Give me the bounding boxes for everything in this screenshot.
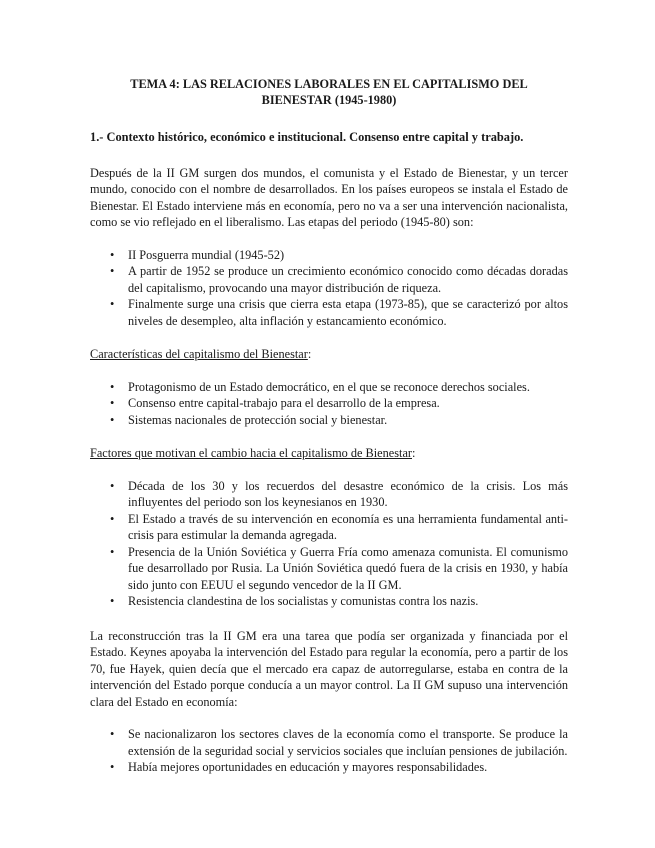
bullet-icon: •: [110, 379, 115, 394]
intro-paragraph: Después de la II GM surgen dos mundos, el comunista y el Estado de Bienestar, y un tercer mundo, conocido con el nombre de desarrollados. En los países europeos se instala el Estado de Bienestar. El Estado interviene más en economía, pero no va a ser una intervención nacionalista, como se vio reflejado en el liberalismo. Las etapas del periodo (1945-80) son:: [90, 165, 568, 229]
bullet-icon: •: [110, 544, 115, 559]
bullet-icon: •: [110, 511, 115, 526]
intervencion-list: [90, 726, 568, 776]
bullet-icon: •: [110, 396, 115, 410]
bullet-icon: •: [110, 264, 115, 278]
bullet-icon: •: [110, 297, 115, 311]
caracteristicas-subheading: Características del capitalismo del Bienestar:: [90, 347, 312, 361]
list-item: • Protagonismo de un Estado democrático, en el que se reconoce derechos sociales.: [110, 379, 530, 394]
etapas-list: [90, 247, 568, 330]
list-item: • II Posguerra mundial (1945-52): [110, 247, 285, 262]
bullet-icon: •: [110, 412, 115, 427]
factores-subheading: Factores que motivan el cambio hacia el capitalismo de Bienestar:: [90, 446, 416, 460]
bullet-icon: •: [110, 247, 115, 262]
document-page: [90, 76, 568, 776]
bullet-icon: •: [110, 478, 115, 493]
bullet-icon: •: [110, 594, 115, 608]
list-item: • Presencia de la Unión Soviética y Guerra Fría como amenaza comunista. El comunismo fue desarrollado por Rusia. La Unión Soviética quedó fuera de la crisis en 1930, y había sido junto con EEUU el segundo vencedor de la II GM.: [110, 544, 568, 592]
list-item: • Se nacionalizaron los sectores claves de la economía como el transporte. Se produce la extensión de la seguridad social y servicios sociales que incluían pensiones de jubilación.: [110, 727, 568, 758]
list-item: • A partir de 1952 se produce un crecimiento económico conocido como décadas doradas del capitalismo, provocando una mayor distribución de riqueza.: [110, 264, 568, 295]
bullet-icon: •: [110, 727, 115, 741]
list-item: • El Estado a través de su intervención en economía es una herramienta fundamental anti-crisis para estimular la demanda agregada.: [110, 511, 568, 542]
list-item: • Resistencia clandestina de los socialistas y comunistas contra los nazis.: [110, 594, 479, 608]
section-heading: 1.- Contexto histórico, económico e institucional. Consenso entre capital y trabajo.: [90, 130, 524, 144]
list-item: • Década de los 30 y los recuerdos del desastre económico de la crisis. Los más influyentes del periodo son los keynesianos en 1930.: [110, 478, 568, 509]
list-item: • Consenso entre capital-trabajo para el desarrollo de la empresa.: [110, 396, 440, 410]
document-title: [90, 76, 568, 108]
title-line-2: BIENESTAR (1945-1980): [261, 93, 397, 107]
bullet-icon: •: [110, 760, 115, 774]
list-item: • Había mejores oportunidades en educación y mayores responsabilidades.: [110, 760, 488, 774]
reconstruccion-paragraph: La reconstrucción tras la II GM era una tarea que podía ser organizada y financiada por el Estado. Keynes apoyaba la intervención del Estado para regular la economía, pero a partir de los 70, fue Hayek, quien decía que el mercado era capaz de autorregularse, estaba en contra de la intervención del Estado porque conducía a un mayor control. La II GM supuso una intervención clara del Estado en economía:: [90, 628, 568, 709]
title-line-1: TEMA 4: LAS RELACIONES LABORALES EN EL CAPITALISMO DEL: [130, 77, 528, 91]
list-item: • Finalmente surge una crisis que cierra esta etapa (1973-85), que se caracterizó por altos niveles de desempleo, alta inflación y estancamiento económico.: [110, 297, 568, 328]
list-item: • Sistemas nacionales de protección social y bienestar.: [110, 412, 388, 427]
caracteristicas-list: [90, 379, 568, 429]
factores-list: [90, 478, 568, 610]
